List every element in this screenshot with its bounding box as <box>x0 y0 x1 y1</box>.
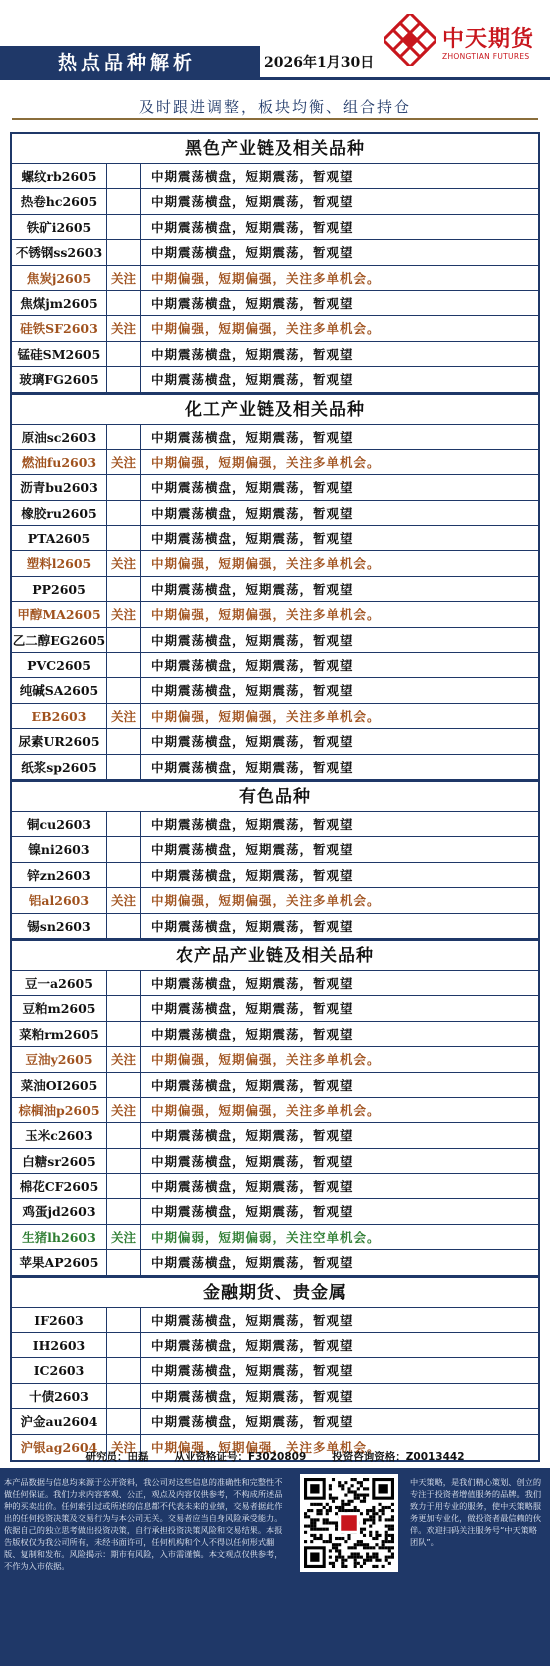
contract-name: 焦煤jm2605 <box>12 291 107 315</box>
watch-flag: 关注 <box>107 1047 141 1071</box>
contract-name: 纯碱SA2605 <box>12 678 107 702</box>
brand-logo-icon <box>384 14 436 66</box>
watch-flag <box>107 653 141 677</box>
market-view: 中期震荡横盘，短期震荡，暂观望 <box>151 658 354 674</box>
market-view: 中期偏强，短期偏强，关注多单机会。 <box>151 556 381 572</box>
market-view: 中期震荡横盘，短期震荡，暂观望 <box>151 531 354 547</box>
contract-name: 塑料l2605 <box>12 551 107 575</box>
contract-name: 热卷hc2605 <box>12 189 107 213</box>
market-view: 中期震荡横盘，短期震荡，暂观望 <box>151 1312 354 1328</box>
watch-flag <box>107 1358 141 1382</box>
market-view: 中期震荡横盘，短期震荡，暂观望 <box>151 1179 354 1195</box>
market-view: 中期震荡横盘，短期震荡，暂观望 <box>151 1128 354 1144</box>
watch-flag: 关注 <box>107 1225 141 1249</box>
market-view: 中期震荡横盘，短期震荡，暂观望 <box>151 1363 354 1379</box>
market-view: 中期偏弱，短期偏弱，关注空单机会。 <box>151 1229 381 1245</box>
watch-flag <box>107 1308 141 1332</box>
watch-flag <box>107 1250 141 1274</box>
contract-name: 纸浆sp2605 <box>12 755 107 779</box>
section-title: 农产品产业链及相关品种 <box>12 941 538 971</box>
table-row <box>12 1073 538 1098</box>
watch-flag <box>107 1333 141 1357</box>
contract-name: PP2605 <box>12 577 107 601</box>
researcher-license: 从业资格证号：F3020809 <box>174 1451 307 1463</box>
contract-name: 棕榈油p2605 <box>12 1098 107 1122</box>
researcher-info <box>0 1447 550 1467</box>
contract-name: IC2603 <box>12 1358 107 1382</box>
contract-name: 燃油fu2603 <box>12 450 107 474</box>
contract-name: 乙二醇EG2605 <box>12 628 107 652</box>
table-row <box>12 1409 538 1434</box>
market-view: 中期震荡横盘，短期震荡，暂观望 <box>151 169 354 184</box>
table-row <box>12 1358 538 1383</box>
contract-name: 铝al2603 <box>12 888 107 912</box>
market-view: 中期震荡横盘，短期震荡，暂观望 <box>151 480 354 496</box>
table-row <box>12 450 538 475</box>
contract-name: 菜油OI2605 <box>12 1073 107 1097</box>
commodity-table <box>10 132 540 1462</box>
market-view: 中期震荡横盘，短期震荡，暂观望 <box>151 1204 354 1220</box>
watch-flag <box>107 914 141 938</box>
qr-code-icon <box>304 1478 394 1568</box>
section-title: 化工产业链及相关品种 <box>12 395 538 425</box>
watch-flag <box>107 425 141 449</box>
market-view: 中期震荡横盘，短期震荡，暂观望 <box>151 1255 354 1271</box>
market-view: 中期震荡横盘，短期震荡，暂观望 <box>151 632 354 648</box>
contract-name: 锰硅SM2605 <box>12 342 107 366</box>
section-title: 金融期货、贵金属 <box>12 1278 538 1308</box>
contract-name: PTA2605 <box>12 526 107 550</box>
contract-name: 玉米c2603 <box>12 1123 107 1147</box>
market-view: 中期偏强，短期偏强，关注多单机会。 <box>151 1439 381 1455</box>
watch-flag <box>107 1123 141 1147</box>
watch-flag <box>107 1149 141 1173</box>
watch-flag <box>107 291 141 315</box>
market-view: 中期震荡横盘，短期震荡，暂观望 <box>151 1388 354 1404</box>
watch-flag <box>107 215 141 239</box>
report-date: 2026年1月30日 <box>260 46 550 80</box>
footer <box>0 1468 550 1666</box>
contract-name: 镍ni2603 <box>12 837 107 861</box>
market-view: 中期震荡横盘，短期震荡，暂观望 <box>151 1077 354 1093</box>
table-row <box>12 475 538 500</box>
table-row <box>12 1123 538 1148</box>
watch-flag <box>107 678 141 702</box>
table-row <box>12 164 538 189</box>
market-view: 中期震荡横盘，短期震荡，暂观望 <box>151 1026 354 1042</box>
watch-flag <box>107 475 141 499</box>
report-title: 热点品种解析 <box>0 46 260 80</box>
contract-name: 硅铁SF2603 <box>12 316 107 340</box>
watch-flag <box>107 755 141 779</box>
market-view: 中期震荡横盘，短期震荡，暂观望 <box>151 842 354 858</box>
motto-text: 中天策略，是我们精心策划、创立的专注于投资者增值服务的品牌。我们致力于用专业的服务，使中天策略服务更加专业化，做投资者最信赖的伙伴。欢迎扫码关注服务号“中天策略团队”。 <box>410 1477 542 1547</box>
table-row <box>12 1199 538 1224</box>
table-row <box>12 342 538 367</box>
researcher-name: 研究员：田磊 <box>85 1451 149 1463</box>
market-view: 中期震荡横盘，短期震荡，暂观望 <box>151 867 354 883</box>
watch-flag <box>107 628 141 652</box>
table-row <box>12 914 538 939</box>
table-row <box>12 755 538 780</box>
contract-name: EB2603 <box>12 704 107 728</box>
table-row <box>12 1333 538 1358</box>
market-view: 中期震荡横盘，短期震荡，暂观望 <box>151 759 354 775</box>
disclaimer-text: 本产品数据与信息均来源于公开资料，我公司对这些信息的准确性和完整性不做任何保证。我们力求内容客观、公正，观点及内容仅供参考，不构成所述品种的买卖出价。任何索引过或所述的信息都不代表未来的业绩，交易者据此作出的任何投资决策及交易行为与本公司无关。交易者应当自身风险承受能力。依据自己的独立思考做出投资决策，自行承担投资决策风险和交易结果。本报告版权仅为我公司所有，未经书面许可，任何机构和个人不得以任何形式翻版、复制和发布。风险揭示：期市有风险，入市需谨慎。本文观点仅供参考，不作为入市依据。 <box>4 1477 283 1571</box>
brand-name-en: ZHONGTIAN FUTURES <box>442 52 530 61</box>
brand-name-cn: 中天期货 <box>442 27 535 52</box>
watch-flag <box>107 526 141 550</box>
table-row <box>12 653 538 678</box>
market-view: 中期震荡横盘，短期震荡，暂观望 <box>151 1001 354 1017</box>
table-row <box>12 996 538 1021</box>
table-row <box>12 425 538 450</box>
watch-flag <box>107 164 141 188</box>
section-title: 有色品种 <box>12 782 538 812</box>
table-row <box>12 1384 538 1409</box>
table-row <box>12 501 538 526</box>
market-view: 中期震荡横盘，短期震荡，暂观望 <box>151 1153 354 1169</box>
table-row <box>12 971 538 996</box>
watch-flag: 关注 <box>107 266 141 290</box>
contract-name: 菜粕rm2605 <box>12 1022 107 1046</box>
table-row <box>12 729 538 754</box>
table-row <box>12 1250 538 1275</box>
table-row <box>12 291 538 316</box>
market-view: 中期偏强，短期偏强，关注多单机会。 <box>151 321 381 337</box>
table-row <box>12 1225 538 1250</box>
table-row <box>12 888 538 913</box>
market-view: 中期偏强，短期偏强，关注多单机会。 <box>151 893 381 909</box>
table-row <box>12 1047 538 1072</box>
contract-name: 沪金au2604 <box>12 1409 107 1433</box>
market-view: 中期震荡横盘，短期震荡，暂观望 <box>151 918 354 934</box>
watch-flag: 关注 <box>107 450 141 474</box>
watch-flag <box>107 367 141 391</box>
contract-name: 铜cu2603 <box>12 812 107 836</box>
watch-flag: 关注 <box>107 316 141 340</box>
watch-flag <box>107 729 141 753</box>
table-row <box>12 704 538 729</box>
contract-name: 鸡蛋jd2603 <box>12 1199 107 1223</box>
table-row <box>12 678 538 703</box>
table-row <box>12 240 538 265</box>
contract-name: 锡sn2603 <box>12 914 107 938</box>
market-view: 中期震荡横盘，短期震荡，暂观望 <box>151 346 354 362</box>
qr-code[interactable] <box>300 1474 398 1572</box>
table-row <box>12 1022 538 1047</box>
contract-name: 螺纹rb2605 <box>12 164 107 188</box>
market-view: 中期震荡横盘，短期震荡，暂观望 <box>151 372 354 388</box>
report-header <box>0 0 550 94</box>
contract-name: IF2603 <box>12 1308 107 1332</box>
watch-flag: 关注 <box>107 1435 141 1460</box>
watch-flag <box>107 1174 141 1198</box>
brand-logo <box>384 10 544 74</box>
table-row <box>12 1098 538 1123</box>
market-view: 中期偏强，短期偏强，关注多单机会。 <box>151 270 381 286</box>
contract-name: 铁矿i2605 <box>12 215 107 239</box>
market-view: 中期震荡横盘，短期震荡，暂观望 <box>151 581 354 597</box>
watch-flag <box>107 971 141 995</box>
market-view: 中期震荡横盘，短期震荡，暂观望 <box>151 1338 354 1354</box>
contract-name: PVC2605 <box>12 653 107 677</box>
contract-name: 生猪lh2603 <box>12 1225 107 1249</box>
table-row <box>12 551 538 576</box>
watch-flag <box>107 1073 141 1097</box>
contract-name: 橡胶ru2605 <box>12 501 107 525</box>
contract-name: 十债2603 <box>12 1384 107 1408</box>
table-row <box>12 367 538 392</box>
watch-flag <box>107 1022 141 1046</box>
report-slogan: 及时跟进调整，板块均衡、组合持仓 <box>12 96 538 120</box>
contract-name: 棉花CF2605 <box>12 1174 107 1198</box>
watch-flag <box>107 501 141 525</box>
market-view: 中期震荡横盘，短期震荡，暂观望 <box>151 194 354 210</box>
market-view: 中期震荡横盘，短期震荡，暂观望 <box>151 505 354 521</box>
section-title: 黑色产业链及相关品种 <box>12 134 538 164</box>
watch-flag <box>107 863 141 887</box>
contract-name: 豆粕m2605 <box>12 996 107 1020</box>
contract-name: 沪银ag2604 <box>12 1435 107 1460</box>
watch-flag <box>107 996 141 1020</box>
contract-name: 苹果AP2605 <box>12 1250 107 1274</box>
table-row <box>12 863 538 888</box>
table-row <box>12 215 538 240</box>
table-row <box>12 812 538 837</box>
researcher-advisory: 投资咨询资格：Z0013442 <box>332 1451 465 1463</box>
watch-flag <box>107 1199 141 1223</box>
table-row <box>12 837 538 862</box>
market-view: 中期震荡横盘，短期震荡，暂观望 <box>151 219 354 235</box>
watch-flag: 关注 <box>107 602 141 626</box>
contract-name: 不锈钢ss2603 <box>12 240 107 264</box>
watch-flag <box>107 577 141 601</box>
market-view: 中期震荡横盘，短期震荡，暂观望 <box>151 245 354 261</box>
market-view: 中期偏强，短期偏强，关注多单机会。 <box>151 607 381 623</box>
market-view: 中期震荡横盘，短期震荡，暂观望 <box>151 1414 354 1430</box>
table-row <box>12 1149 538 1174</box>
watch-flag: 关注 <box>107 888 141 912</box>
watch-flag <box>107 837 141 861</box>
table-row <box>12 266 538 291</box>
watch-flag: 关注 <box>107 704 141 728</box>
contract-name: 豆一a2605 <box>12 971 107 995</box>
watch-flag: 关注 <box>107 551 141 575</box>
market-view: 中期震荡横盘，短期震荡，暂观望 <box>151 975 354 991</box>
table-row <box>12 602 538 627</box>
table-row <box>12 189 538 214</box>
contract-name: 原油sc2603 <box>12 425 107 449</box>
contract-name: IH2603 <box>12 1333 107 1357</box>
watch-flag <box>107 342 141 366</box>
contract-name: 焦炭j2605 <box>12 266 107 290</box>
table-row <box>12 1174 538 1199</box>
contract-name: 尿素UR2605 <box>12 729 107 753</box>
contract-name: 玻璃FG2605 <box>12 367 107 391</box>
contract-name: 白糖sr2605 <box>12 1149 107 1173</box>
market-view: 中期震荡横盘，短期震荡，暂观望 <box>151 683 354 699</box>
table-row <box>12 628 538 653</box>
market-view: 中期偏强，短期偏强，关注多单机会。 <box>151 454 381 470</box>
watch-flag <box>107 1409 141 1433</box>
table-row <box>12 577 538 602</box>
market-view: 中期偏强，短期偏强，关注多单机会。 <box>151 708 381 724</box>
contract-name: 豆油y2605 <box>12 1047 107 1071</box>
table-row <box>12 526 538 551</box>
market-view: 中期震荡横盘，短期震荡，暂观望 <box>151 429 354 445</box>
table-row <box>12 1308 538 1333</box>
market-view: 中期震荡横盘，短期震荡，暂观望 <box>151 295 354 311</box>
market-view: 中期震荡横盘，短期震荡，暂观望 <box>151 734 354 750</box>
watch-flag <box>107 1384 141 1408</box>
market-view: 中期偏强，短期偏强，关注多单机会。 <box>151 1102 381 1118</box>
watch-flag <box>107 812 141 836</box>
watch-flag <box>107 189 141 213</box>
watch-flag: 关注 <box>107 1098 141 1122</box>
table-row <box>12 316 538 341</box>
market-view: 中期偏强，短期偏强，关注多单机会。 <box>151 1052 381 1068</box>
watch-flag <box>107 240 141 264</box>
contract-name: 锌zn2603 <box>12 863 107 887</box>
contract-name: 甲醇MA2605 <box>12 602 107 626</box>
market-view: 中期震荡横盘，短期震荡，暂观望 <box>151 816 354 832</box>
contract-name: 沥青bu2603 <box>12 475 107 499</box>
